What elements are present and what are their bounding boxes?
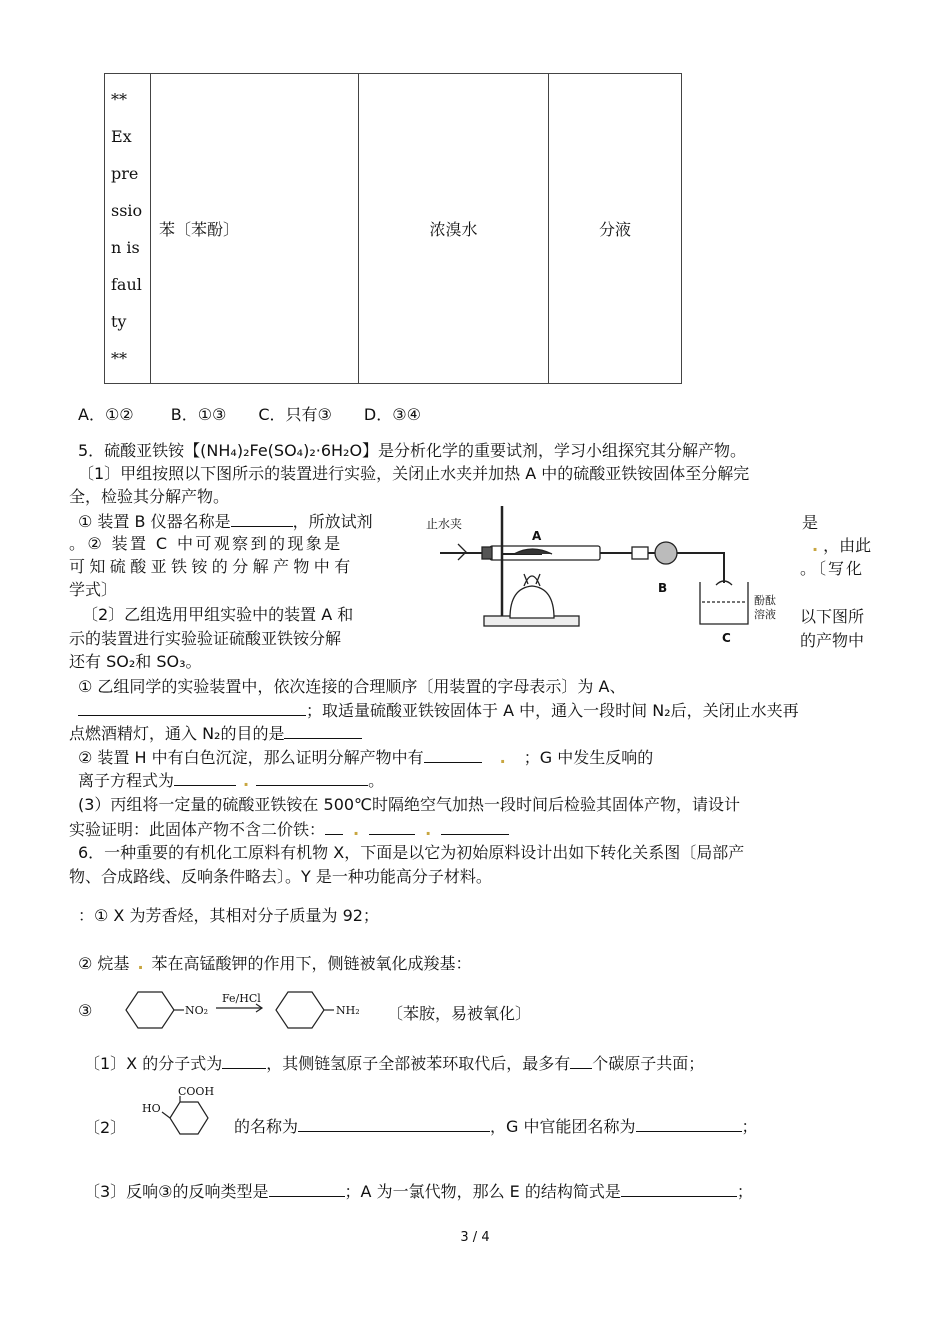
reagent-label: Fe/HCl [222, 992, 261, 1005]
answer-blank[interactable] [78, 699, 306, 716]
table-row [105, 74, 682, 384]
sample-solid [514, 549, 552, 554]
q5-intro: 5．硫酸亚铁铵【(NH₄)₂Fe(SO₄)₂·6H₂O】是分析化学的重要试剂，学习小组探究其分解产物。 [78, 441, 747, 460]
reagent-table [104, 73, 682, 384]
q5-sub2-line5 [78, 769, 384, 792]
q5-p1-line1: 〔1〕甲组按照以下图所示的装置进行实验，关闭止水夹并加热 A 中的硫酸亚铁铵固体至分解完 [78, 464, 750, 483]
dot-mark: . [353, 820, 360, 839]
q5-sub2-line4 [78, 746, 653, 769]
q1-text-a: 〔1〕X 的分子式为 [84, 1054, 223, 1073]
q2-text-b: ，G 中官能团名称为 [490, 1117, 636, 1136]
q5-sub2-line1: ① 乙组同学的实验装置中，依次连接的合理顺序〔用装置的字母表示〕为 A、 [78, 677, 626, 696]
answer-blank[interactable] [369, 818, 415, 835]
sub2-line4-text-b: ；G 中发生反响的 [523, 748, 654, 767]
joint [632, 547, 648, 559]
benzene-ring-3 [170, 1102, 208, 1134]
expression-text: ** Ex pre ssio n is faul ty ** [111, 89, 143, 368]
answer-blank[interactable] [231, 510, 293, 527]
nitro-group: NO₂ [185, 1004, 209, 1017]
q5-p2-line3: 还有 SO₂和 SO₃。 [69, 652, 202, 671]
sub2-line2-text: ；取适量硫酸亚铁铵固体于 A 中，通入一段时间 N₂后，关闭止水夹再 [306, 701, 799, 720]
q5-p2-line1: 〔2〕乙组选用甲组实验中的装置 A 和 [82, 605, 354, 624]
q4-options: A．①② B．①③ C．只有③ D．③④ [78, 405, 421, 424]
q5-p3-line1: (3）丙组将一定量的硫酸亚铁铵在 500℃时隔绝空气加热一段时间后检验其固体产物，请设计 [78, 795, 741, 814]
answer-blank[interactable] [269, 1180, 345, 1197]
q5-p2-line2-right: 的产物中 [800, 631, 865, 650]
q6-q3 [84, 1180, 753, 1203]
answer-blank[interactable] [325, 818, 343, 835]
q1-text-c: 个碳原子共面； [592, 1054, 705, 1073]
sub1-text-a: ① 装置 B 仪器名称是 [78, 512, 231, 531]
q5-p2-line1-right: 以下图所 [800, 607, 865, 626]
benzene-ring-2 [276, 992, 324, 1028]
fact2-text-b: 苯在高锰酸钾的作用下，侧链被氧化成羧基： [151, 954, 472, 973]
q5-sub1-right: 是 [802, 513, 819, 532]
q6-fact3-num: ③ [78, 1001, 93, 1020]
sub1-text-b: ，所放试剂 [292, 512, 373, 531]
sub2-line4-text-a: ② 装置 H 中有白色沉淀，那么证明分解产物中有 [78, 748, 424, 767]
q2-text-a: 的名称为 [234, 1117, 299, 1136]
label-b: B [658, 581, 668, 595]
q6-q2 [234, 1115, 758, 1138]
q6-line1: 6．一种重要的有机化工原料有机物 X，下面是以它为初始原料设计出如下转化关系图〔局部产 [78, 843, 745, 862]
q3-text-c: ； [736, 1182, 753, 1201]
salicylic-acid-structure [140, 1084, 224, 1146]
sub2-line3-text: 点燃酒精灯，通入 N₂的目的是 [69, 724, 285, 743]
q6-q2-num: 〔2〕 [84, 1118, 127, 1137]
label-c: C [722, 631, 731, 645]
q6-fact2 [78, 953, 472, 975]
page-number: 3 / 4 [460, 1230, 490, 1245]
q5-sub2-line3 [69, 722, 362, 745]
sub2-line5-end: 。 [368, 771, 385, 790]
answer-blank[interactable] [174, 769, 236, 786]
dot-mark: . [425, 820, 432, 839]
sub2-line5-text: 离子方程式为 [78, 771, 175, 790]
substance-cell: 苯〔苯酚〕 [151, 74, 359, 384]
q3-text-b: ；A 为一氯代物，那么 E 的结构简式是 [344, 1182, 621, 1201]
amino-group: NH₂ [336, 1004, 360, 1017]
spirit-lamp [510, 586, 554, 618]
answer-blank[interactable] [256, 769, 368, 786]
q6-fact1: ：① X 为芳香烃，其相对分子质量为 92； [78, 906, 379, 925]
dot-mark: . [499, 748, 506, 767]
q6-line2: 物、合成路线、反响条件略去〕。Y 是一种功能高分子材料。 [69, 867, 492, 886]
p3-line2-text: 实验证明：此固体产物不含二价铁： [69, 820, 326, 839]
q5-p1-line2: 全，检验其分解产物。 [69, 487, 230, 506]
benzene-ring-1 [126, 992, 174, 1028]
q5-sub1-line4: 学式〕 [69, 580, 118, 599]
expression-cell [105, 74, 151, 384]
answer-blank[interactable] [621, 1180, 737, 1197]
answer-blank[interactable] [570, 1052, 592, 1069]
q5-p3-line2 [69, 818, 509, 841]
answer-blank[interactable] [222, 1052, 266, 1069]
label-solution-2: 溶液 [754, 608, 776, 621]
q5-sub2-line2 [78, 699, 799, 722]
q5-sub1-line3-right: 。〔写化 [800, 559, 865, 578]
answer-blank[interactable] [284, 722, 362, 739]
answer-blank[interactable] [298, 1115, 490, 1132]
reagent-cell: 浓溴水 [359, 74, 549, 384]
fact2-text-a: ② 烷基 [78, 954, 130, 973]
dot-mark: . [812, 536, 819, 555]
q5-sub1-line3: 可知硫酸亚铁铵的分解产物中有 [69, 557, 355, 576]
sub1-line2-right-text: ，由此 [823, 536, 872, 555]
label-a: A [532, 529, 542, 543]
q5-sub1-line2-right [812, 533, 871, 556]
aniline-reaction [112, 986, 392, 1034]
label-solution-1: 酚酞 [754, 594, 776, 607]
answer-blank[interactable] [636, 1115, 742, 1132]
q6-q1 [84, 1052, 704, 1075]
beaker-c [700, 582, 748, 624]
dot-mark: . [137, 954, 144, 973]
apparatus-figure [422, 500, 798, 648]
q3-text-a: 〔3〕反响③的反响类型是 [84, 1182, 269, 1201]
carboxyl-group: COOH [178, 1085, 215, 1098]
q5-p2-line2: 示的装置进行实验验证硫酸亚铁铵分解 [69, 629, 342, 648]
stopper [482, 547, 492, 559]
q1-text-b: ，其侧链氢原子全部被苯环取代后，最多有 [266, 1054, 571, 1073]
dot-mark: . [243, 771, 250, 790]
hydroxyl-group: HO [142, 1102, 161, 1115]
drying-tube-b [655, 542, 677, 564]
label-clip: 止水夹 [426, 517, 463, 531]
answer-blank[interactable] [441, 818, 509, 835]
method-cell: 分液 [549, 74, 682, 384]
answer-blank[interactable] [424, 746, 482, 763]
bond-oh [162, 1112, 170, 1118]
q6-fact3-note: 〔苯胺，易被氧化〕 [387, 1004, 532, 1023]
q2-text-c: ； [741, 1117, 758, 1136]
q5-sub1-line1 [78, 510, 373, 533]
delivery-tube [718, 553, 724, 583]
q5-sub1-line2: 。② 装置 C 中可观察到的现象是 [69, 534, 343, 553]
